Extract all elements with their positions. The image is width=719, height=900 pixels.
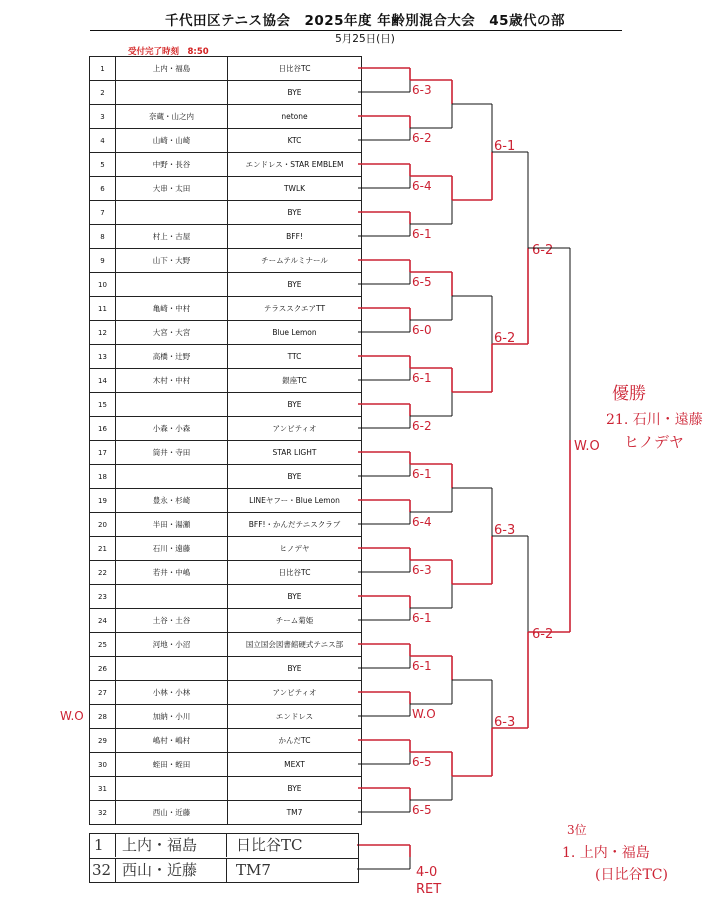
entry-club: チーム菊姫 (228, 609, 362, 633)
entry-pair: 大串・太田 (116, 177, 228, 201)
entry-club: ヒノデヤ (228, 537, 362, 561)
entry-number: 6 (90, 177, 116, 201)
third-place-row (90, 834, 358, 857)
entry-club: LINEヤフー・Blue Lemon (228, 489, 362, 513)
entry-club: BYE (228, 273, 362, 297)
entry-pair: 加納・小川 (116, 705, 228, 729)
entry-club: テラススクエアTT (228, 297, 362, 321)
entry-number: 32 (90, 801, 116, 825)
entry-number: 23 (90, 585, 116, 609)
entry-number: 10 (90, 273, 116, 297)
semifinal-score: 6-2 (532, 627, 554, 642)
round1-score: 6-2 (412, 131, 432, 145)
round1-score: 6-3 (412, 563, 432, 577)
round1-score: 6-4 (412, 515, 432, 529)
entry-number: 26 (90, 657, 116, 681)
entry-pair: 嶋村・嶋村 (116, 729, 228, 753)
entry-number: 8 (90, 225, 116, 249)
round2-score: 6-3 (494, 523, 516, 538)
entry-number: 24 (90, 609, 116, 633)
entry-pair: 蛭田・蛭田 (116, 753, 228, 777)
third-place-entry-pair: 上内・福島 (122, 836, 198, 854)
entry-pair: 中野・長谷 (116, 153, 228, 177)
entry-number: 19 (90, 489, 116, 513)
entry-club: BYE (228, 585, 362, 609)
entry-number: 17 (90, 441, 116, 465)
entry-pair: 筒井・寺田 (116, 441, 228, 465)
entry-pair: 石川・遠藤 (116, 537, 228, 561)
entry-number: 5 (90, 153, 116, 177)
entry-number: 11 (90, 297, 116, 321)
entry-number: 2 (90, 81, 116, 105)
entry-pair: 土谷・土谷 (116, 609, 228, 633)
round1-score: 6-2 (412, 419, 432, 433)
entry-club: 日比谷TC (228, 561, 362, 585)
entry-club: エンドレス・STAR EMBLEM (228, 153, 362, 177)
round1-score: 6-3 (412, 83, 432, 97)
final-score: W.O (574, 439, 600, 454)
entry-club: BFF! (228, 225, 362, 249)
third-place-score: 4-0 (416, 865, 438, 880)
entry-club: BYE (228, 777, 362, 801)
entry-club: BYE (228, 393, 362, 417)
entry-pair: 若井・中嶋 (116, 561, 228, 585)
entry-pair: 奈蔵・山之内 (116, 105, 228, 129)
entry-club: エンドレス (228, 705, 362, 729)
round1-score: 6-1 (412, 467, 432, 481)
round1-score: 6-1 (412, 371, 432, 385)
entry-number: 15 (90, 393, 116, 417)
third-place-pair: 1. 上内・福島 (562, 845, 650, 861)
entry-club: BFF!・かんだテニスクラブ (228, 513, 362, 537)
third-place-match-box (89, 833, 359, 883)
third-place-entry-pair: 西山・近藤 (122, 861, 198, 879)
entry-pair: 西山・近藤 (116, 801, 228, 825)
entry-club: 銀座TC (228, 369, 362, 393)
entry-number: 30 (90, 753, 116, 777)
entry-number: 28 (90, 705, 116, 729)
entry-number: 13 (90, 345, 116, 369)
round1-score: 6-5 (412, 275, 432, 289)
entry-club: アンビティオ (228, 417, 362, 441)
round1-score: 6-1 (412, 659, 432, 673)
page-title: 千代田区テニス協会 2025年度 年齢別混合大会 45歳代の部 (164, 13, 566, 29)
entry-club: BYE (228, 81, 362, 105)
entry-number: 20 (90, 513, 116, 537)
entry-number: 14 (90, 369, 116, 393)
round1-score: 6-5 (412, 803, 432, 817)
entry-number: 4 (90, 129, 116, 153)
third-place-note: RET (416, 882, 442, 897)
entry-number: 3 (90, 105, 116, 129)
entry-club: チームテルミナール (228, 249, 362, 273)
round2-score: 6-1 (494, 139, 516, 154)
entry-pair: 高橋・辻野 (116, 345, 228, 369)
entry-club: TM7 (228, 801, 362, 825)
entry-pair: 亀崎・中村 (116, 297, 228, 321)
entry-number: 31 (90, 777, 116, 801)
entry-club: BYE (228, 657, 362, 681)
walkover-note: W.O (60, 709, 84, 723)
entry-pair: 山崎・山崎 (116, 129, 228, 153)
entry-pair: 大宮・大宮 (116, 321, 228, 345)
entry-pair: 村上・古屋 (116, 225, 228, 249)
entry-number: 21 (90, 537, 116, 561)
third-place-entry-number: 1 (94, 836, 104, 854)
third-place-entry-club: 日比谷TC (236, 836, 303, 854)
entry-club: TTC (228, 345, 362, 369)
round1-score: 6-1 (412, 611, 432, 625)
entry-number: 22 (90, 561, 116, 585)
cell-divider (226, 834, 227, 857)
entry-number: 9 (90, 249, 116, 273)
entry-club: KTC (228, 129, 362, 153)
round1-score: 6-5 (412, 755, 432, 769)
entry-club: かんだTC (228, 729, 362, 753)
entry-club: netone (228, 105, 362, 129)
cell-divider (115, 834, 116, 857)
round1-score: 6-4 (412, 179, 432, 193)
entry-number: 25 (90, 633, 116, 657)
entry-club: 日比谷TC (228, 57, 362, 81)
round2-score: 6-3 (494, 715, 516, 730)
event-date: 5月25日(日) (335, 33, 395, 45)
entry-pair: 上内・福島 (116, 57, 228, 81)
round2-score: 6-2 (494, 331, 516, 346)
entry-club: TWLK (228, 177, 362, 201)
entry-pair: 山下・大野 (116, 249, 228, 273)
third-place-row (90, 858, 358, 882)
entry-club: 国立国会図書館硬式テニス部 (228, 633, 362, 657)
entry-club: アンビティオ (228, 681, 362, 705)
cell-divider (226, 859, 227, 882)
entry-pair: 木村・中村 (116, 369, 228, 393)
entry-club: Blue Lemon (228, 321, 362, 345)
round1-score: 6-0 (412, 323, 432, 337)
round1-score: W.O (412, 707, 436, 721)
entry-number: 27 (90, 681, 116, 705)
cell-divider (115, 859, 116, 882)
entry-number: 29 (90, 729, 116, 753)
entry-pair: 半田・湯瀬 (116, 513, 228, 537)
third-place-label: 3位 (567, 823, 587, 837)
entry-pair: 小林・小林 (116, 681, 228, 705)
round1-score: 6-1 (412, 227, 432, 241)
winner-club: ヒノデヤ (624, 433, 684, 451)
entry-number: 7 (90, 201, 116, 225)
third-place-entry-number: 32 (92, 861, 112, 879)
third-place-entry-club: TM7 (236, 861, 271, 879)
entry-pair: 豊永・杉崎 (116, 489, 228, 513)
entry-club: BYE (228, 201, 362, 225)
entry-club: MEXT (228, 753, 362, 777)
semifinal-score: 6-2 (532, 243, 554, 258)
winner-pair: 21. 石川・遠藤 (606, 412, 703, 428)
entry-pair: 小森・小森 (116, 417, 228, 441)
entry-pair: 河地・小沼 (116, 633, 228, 657)
third-place-club: (日比谷TC) (595, 867, 668, 883)
entry-club: STAR LIGHT (228, 441, 362, 465)
entry-club: BYE (228, 465, 362, 489)
entry-number: 12 (90, 321, 116, 345)
entry-number: 18 (90, 465, 116, 489)
entry-number: 16 (90, 417, 116, 441)
check-in-deadline: 受付完了時刻 8:50 (128, 47, 209, 57)
winner-label: 優勝 (612, 384, 646, 404)
entry-number: 1 (90, 57, 116, 81)
